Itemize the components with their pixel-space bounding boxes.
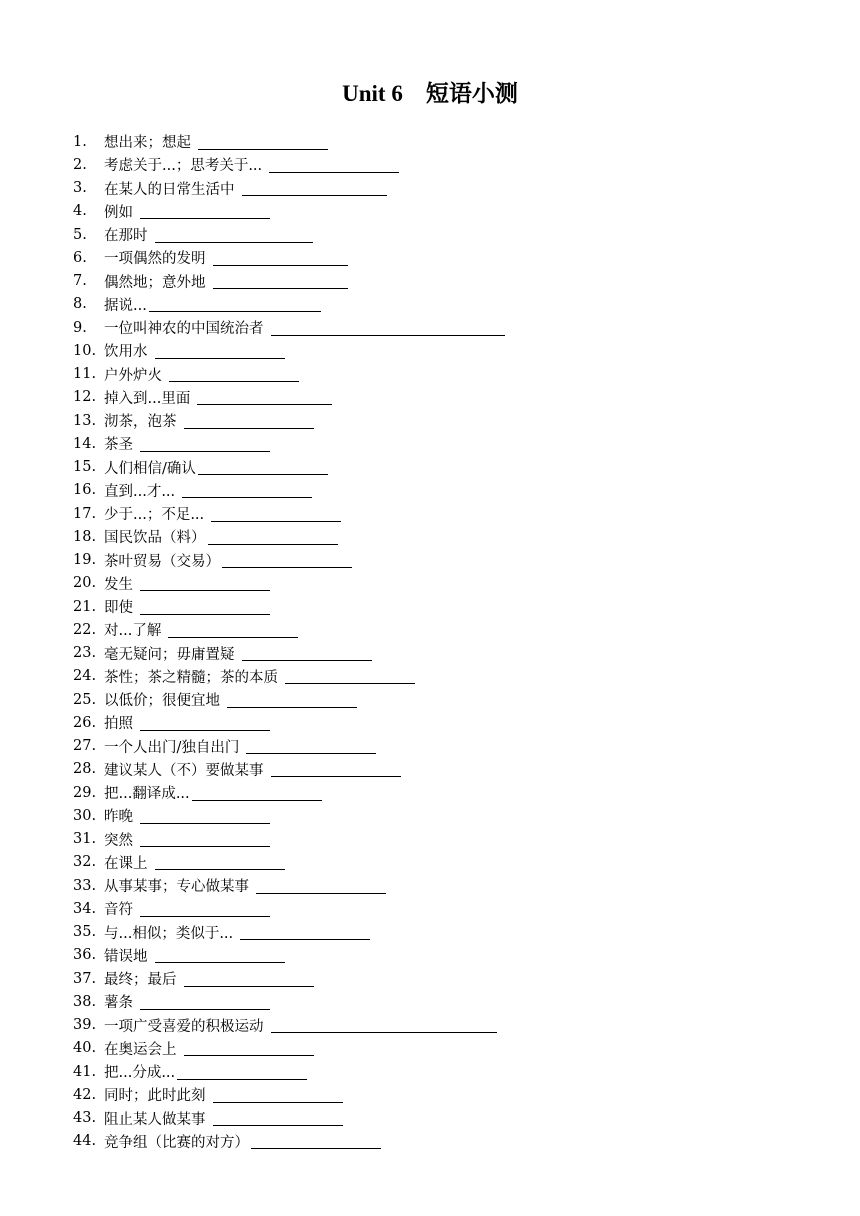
- item-number: 3.: [73, 180, 87, 197]
- list-item: [73, 874, 505, 897]
- item-prompt: 阻止某人做某事: [104, 1111, 206, 1128]
- list-item: [73, 642, 505, 665]
- answer-blank[interactable]: [256, 878, 386, 894]
- list-item: [73, 921, 505, 944]
- list-item: [73, 1083, 505, 1106]
- item-prompt: 饮用水: [104, 344, 148, 361]
- item-number: 36.: [73, 947, 97, 964]
- answer-blank[interactable]: [208, 529, 338, 545]
- list-item: [73, 177, 505, 200]
- item-prompt: 对...了解: [104, 623, 162, 640]
- item-number: 31.: [73, 831, 97, 848]
- item-number: 11.: [73, 366, 97, 383]
- list-item: [73, 293, 505, 316]
- answer-blank[interactable]: [285, 668, 415, 684]
- item-number: 27.: [73, 738, 97, 755]
- item-prompt: 在某人的日常生活中: [104, 181, 235, 198]
- item-prompt: 错误地: [104, 948, 148, 965]
- item-prompt: 一项偶然的发明: [104, 251, 206, 268]
- list-item: [73, 432, 505, 455]
- item-number: 23.: [73, 645, 97, 662]
- item-number: 37.: [73, 970, 97, 987]
- item-number: 18.: [73, 528, 97, 545]
- item-prompt: 同时；此时此刻: [104, 1088, 206, 1105]
- item-number: 19.: [73, 552, 97, 569]
- item-prompt: 一位叫神农的中国统治者: [104, 321, 264, 338]
- item-number: 38.: [73, 993, 97, 1010]
- item-number: 14.: [73, 435, 97, 452]
- list-item: [73, 549, 505, 572]
- question-list: [73, 130, 505, 1153]
- answer-blank[interactable]: [140, 436, 270, 452]
- item-prompt: 例如: [104, 204, 133, 221]
- item-prompt: 想出来；想起: [104, 135, 191, 152]
- item-number: 15.: [73, 459, 97, 476]
- item-number: 10.: [73, 342, 97, 359]
- item-prompt: 毫无疑问；毋庸置疑: [104, 646, 235, 663]
- answer-blank[interactable]: [155, 947, 285, 963]
- answer-blank[interactable]: [269, 157, 399, 173]
- item-prompt: 从事某事；专心做某事: [104, 879, 249, 896]
- answer-blank[interactable]: [213, 250, 348, 266]
- answer-blank[interactable]: [213, 273, 348, 289]
- answer-blank[interactable]: [184, 971, 314, 987]
- item-number: 22.: [73, 621, 97, 638]
- item-number: 5.: [73, 226, 87, 243]
- item-prompt: 茶圣: [104, 437, 133, 454]
- item-prompt: 直到...才...: [104, 483, 176, 500]
- list-item: [73, 456, 505, 479]
- item-number: 13.: [73, 412, 97, 429]
- answer-blank[interactable]: [140, 994, 270, 1010]
- list-item: [73, 618, 505, 641]
- answer-blank[interactable]: [211, 506, 341, 522]
- item-prompt: 把...翻译成...: [104, 786, 190, 803]
- list-item: [73, 1130, 505, 1153]
- page-title: Unit 6 短语小测: [342, 81, 518, 106]
- list-item: [73, 828, 505, 851]
- item-prompt: 考虑关于...；思考关于...: [104, 158, 263, 175]
- answer-blank[interactable]: [177, 1064, 307, 1080]
- answer-blank[interactable]: [184, 1040, 314, 1056]
- list-item: [73, 665, 505, 688]
- list-item: [73, 409, 505, 432]
- list-item: [73, 339, 505, 362]
- list-item: [73, 153, 505, 176]
- item-number: 21.: [73, 598, 97, 615]
- item-number: 28.: [73, 761, 97, 778]
- item-prompt: 以低价；很便宜地: [104, 693, 220, 710]
- item-prompt: 少于...；不足...: [104, 507, 205, 524]
- list-item: [73, 595, 505, 618]
- item-number: 25.: [73, 691, 97, 708]
- list-item: [73, 990, 505, 1013]
- item-number: 20.: [73, 575, 97, 592]
- list-item: [73, 525, 505, 548]
- item-prompt: 音符: [104, 902, 133, 919]
- item-prompt: 昨晚: [104, 809, 133, 826]
- list-item: [73, 967, 505, 990]
- list-item: [73, 711, 505, 734]
- item-number: 12.: [73, 389, 97, 406]
- list-item: [73, 246, 505, 269]
- answer-blank[interactable]: [182, 482, 312, 498]
- list-item: [73, 502, 505, 525]
- answer-blank[interactable]: [246, 738, 376, 754]
- answer-blank[interactable]: [168, 622, 298, 638]
- item-number: 33.: [73, 877, 97, 894]
- answer-blank[interactable]: [198, 134, 328, 150]
- list-item: [73, 316, 505, 339]
- item-number: 29.: [73, 784, 97, 801]
- list-item: [73, 130, 505, 153]
- item-number: 34.: [73, 900, 97, 917]
- list-item: [73, 944, 505, 967]
- item-prompt: 茶性；茶之精髓；茶的本质: [104, 669, 278, 686]
- list-item: [73, 688, 505, 711]
- answer-blank[interactable]: [140, 575, 270, 591]
- answer-blank[interactable]: [227, 692, 357, 708]
- list-item: [73, 804, 505, 827]
- list-item: [73, 363, 505, 386]
- item-number: 17.: [73, 505, 97, 522]
- list-item: [73, 572, 505, 595]
- item-number: 39.: [73, 1017, 97, 1034]
- answer-blank[interactable]: [251, 1133, 381, 1149]
- answer-blank[interactable]: [140, 203, 270, 219]
- list-item: [73, 781, 505, 804]
- answer-blank[interactable]: [155, 854, 285, 870]
- item-number: 42.: [73, 1086, 97, 1103]
- list-item: [73, 1037, 505, 1060]
- list-item: [73, 1014, 505, 1037]
- list-item: [73, 758, 505, 781]
- answer-blank[interactable]: [155, 227, 313, 243]
- answer-blank[interactable]: [169, 366, 299, 382]
- item-prompt: 最终；最后: [104, 972, 177, 989]
- item-prompt: 竞争组（比赛的对方）: [104, 1134, 249, 1151]
- item-prompt: 突然: [104, 832, 133, 849]
- item-number: 1.: [73, 133, 87, 150]
- answer-blank[interactable]: [140, 715, 270, 731]
- item-number: 32.: [73, 854, 97, 871]
- item-prompt: 把...分成...: [104, 1065, 176, 1082]
- list-item: [73, 386, 505, 409]
- item-number: 41.: [73, 1063, 97, 1080]
- item-prompt: 发生: [104, 576, 133, 593]
- item-number: 6.: [73, 249, 87, 266]
- list-item: [73, 223, 505, 246]
- answer-blank[interactable]: [155, 343, 285, 359]
- item-prompt: 偶然地；意外地: [104, 274, 206, 291]
- item-prompt: 拍照: [104, 716, 133, 733]
- item-prompt: 掉入到...里面: [104, 390, 191, 407]
- item-prompt: 人们相信/确认: [104, 460, 196, 477]
- answer-blank[interactable]: [213, 1087, 343, 1103]
- item-prompt: 一项广受喜爱的积极运动: [104, 1018, 264, 1035]
- item-prompt: 在课上: [104, 855, 148, 872]
- answer-blank[interactable]: [271, 1017, 497, 1033]
- answer-blank[interactable]: [197, 389, 332, 405]
- answer-blank[interactable]: [271, 320, 505, 336]
- item-prompt: 据说...: [104, 297, 147, 314]
- answer-blank[interactable]: [184, 413, 314, 429]
- list-item: [73, 270, 505, 293]
- list-item: [73, 479, 505, 502]
- item-prompt: 薯条: [104, 995, 133, 1012]
- list-item: [73, 1107, 505, 1130]
- item-number: 26.: [73, 714, 97, 731]
- item-prompt: 国民饮品（料）: [104, 530, 206, 547]
- answer-blank[interactable]: [242, 645, 372, 661]
- item-prompt: 户外炉火: [104, 367, 162, 384]
- item-prompt: 茶叶贸易（交易）: [104, 553, 220, 570]
- answer-blank[interactable]: [242, 180, 387, 196]
- list-item: [73, 200, 505, 223]
- list-item: [73, 897, 505, 920]
- item-number: 44.: [73, 1133, 97, 1150]
- item-prompt: 在那时: [104, 228, 148, 245]
- item-number: 4.: [73, 203, 87, 220]
- item-prompt: 建议某人（不）要做某事: [104, 762, 264, 779]
- item-number: 7.: [73, 273, 87, 290]
- answer-blank[interactable]: [222, 552, 352, 568]
- item-number: 35.: [73, 924, 97, 941]
- answer-blank[interactable]: [198, 459, 328, 475]
- answer-blank[interactable]: [140, 901, 270, 917]
- answer-blank[interactable]: [192, 785, 322, 801]
- list-item: [73, 735, 505, 758]
- item-number: 43.: [73, 1110, 97, 1127]
- answer-blank[interactable]: [140, 599, 270, 615]
- item-number: 9.: [73, 319, 87, 336]
- item-number: 40.: [73, 1040, 97, 1057]
- item-number: 8.: [73, 296, 87, 313]
- item-prompt: 在奥运会上: [104, 1041, 177, 1058]
- answer-blank[interactable]: [149, 296, 321, 312]
- item-number: 24.: [73, 668, 97, 685]
- item-prompt: 与...相似；类似于...: [104, 925, 234, 942]
- item-prompt: 即使: [104, 600, 133, 617]
- answer-blank[interactable]: [213, 1110, 343, 1126]
- item-number: 30.: [73, 807, 97, 824]
- item-prompt: 一个人出门/独自出门: [104, 739, 240, 756]
- answer-blank[interactable]: [140, 808, 270, 824]
- item-prompt: 沏茶，泡茶: [104, 414, 177, 431]
- list-item: [73, 1060, 505, 1083]
- answer-blank[interactable]: [140, 831, 270, 847]
- item-number: 2.: [73, 156, 87, 173]
- list-item: [73, 851, 505, 874]
- answer-blank[interactable]: [240, 924, 370, 940]
- answer-blank[interactable]: [271, 761, 401, 777]
- item-number: 16.: [73, 482, 97, 499]
